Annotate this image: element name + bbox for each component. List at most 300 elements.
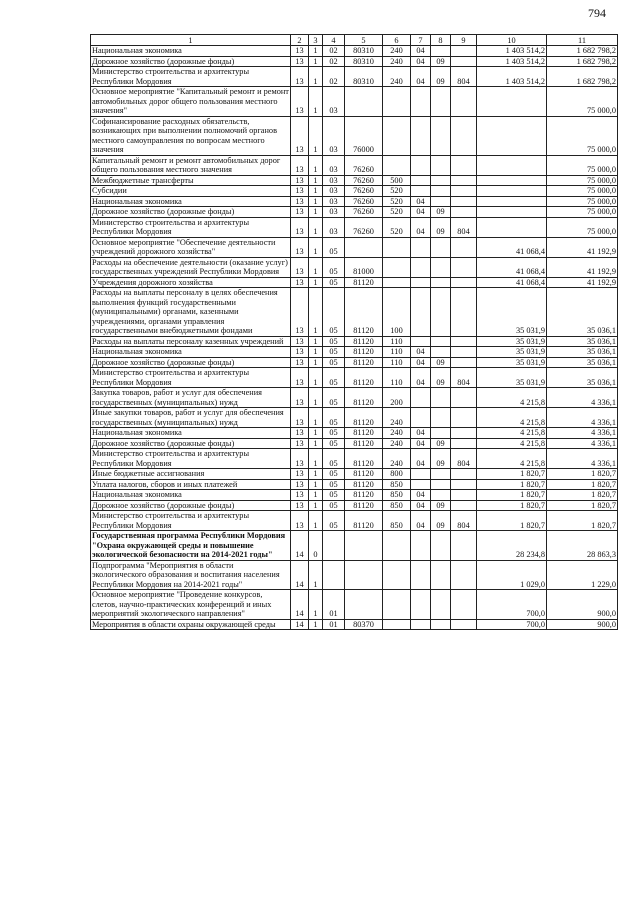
col5-cell: 81120 bbox=[345, 479, 383, 490]
column-header: 9 bbox=[451, 35, 477, 46]
col2-cell: 13 bbox=[291, 277, 309, 288]
col8-cell: 09 bbox=[431, 357, 451, 368]
col4-cell: 05 bbox=[323, 479, 345, 490]
col8-cell bbox=[431, 590, 451, 620]
col7-cell bbox=[411, 469, 431, 480]
col5-cell: 76260 bbox=[345, 196, 383, 207]
col2-cell: 13 bbox=[291, 438, 309, 449]
col4-cell: 05 bbox=[323, 500, 345, 511]
col9-cell bbox=[451, 237, 477, 257]
col10-amount-cell: 35 031,9 bbox=[477, 347, 547, 358]
col2-cell: 13 bbox=[291, 511, 309, 531]
col11-amount-cell: 900,0 bbox=[547, 590, 618, 620]
row-name-cell: Иные закупки товаров, работ и услуг для обеспечения государственных (муниципальных) нужд bbox=[91, 408, 291, 428]
row-name-cell: Закупка товаров, работ и услуг для обеспечения государственных (муниципальных) нужд bbox=[91, 388, 291, 408]
col6-cell: 240 bbox=[383, 428, 411, 439]
col9-cell bbox=[451, 288, 477, 337]
row-name-cell: Министерство строительства и архитектуры Республики Мордовия bbox=[91, 449, 291, 469]
col3-cell: 1 bbox=[309, 469, 323, 480]
col10-amount-cell bbox=[477, 155, 547, 175]
col9-cell bbox=[451, 560, 477, 590]
column-header: 4 bbox=[323, 35, 345, 46]
col6-cell: 850 bbox=[383, 511, 411, 531]
col10-amount-cell bbox=[477, 186, 547, 197]
col10-amount-cell bbox=[477, 217, 547, 237]
col4-cell bbox=[323, 560, 345, 590]
col6-cell: 240 bbox=[383, 438, 411, 449]
col6-cell: 520 bbox=[383, 217, 411, 237]
col7-cell bbox=[411, 336, 431, 347]
row-name-cell: Основное мероприятие "Проведение конкурсов, слетов, научно-практических конференций и иных мероприятий экологического направления" bbox=[91, 590, 291, 620]
col5-cell bbox=[345, 237, 383, 257]
col7-cell: 04 bbox=[411, 196, 431, 207]
col3-cell: 1 bbox=[309, 479, 323, 490]
table-row bbox=[91, 217, 618, 237]
col2-cell: 13 bbox=[291, 56, 309, 67]
col7-cell bbox=[411, 277, 431, 288]
col3-cell: 1 bbox=[309, 560, 323, 590]
col5-cell bbox=[345, 87, 383, 117]
table-row bbox=[91, 288, 618, 337]
col9-cell: 804 bbox=[451, 67, 477, 87]
col2-cell: 13 bbox=[291, 87, 309, 117]
col4-cell: 03 bbox=[323, 116, 345, 155]
col10-amount-cell: 41 068,4 bbox=[477, 257, 547, 277]
col8-cell: 09 bbox=[431, 500, 451, 511]
col11-amount-cell: 75 000,0 bbox=[547, 175, 618, 186]
col5-cell: 80310 bbox=[345, 46, 383, 57]
col9-cell bbox=[451, 408, 477, 428]
row-name-cell: Мероприятия в области охраны окружающей среды bbox=[91, 619, 291, 630]
col11-amount-cell: 4 336,1 bbox=[547, 438, 618, 449]
col4-cell: 03 bbox=[323, 87, 345, 117]
col11-amount-cell: 75 000,0 bbox=[547, 196, 618, 207]
col3-cell: 1 bbox=[309, 257, 323, 277]
col11-amount-cell: 35 036,1 bbox=[547, 288, 618, 337]
col10-amount-cell: 35 031,9 bbox=[477, 368, 547, 388]
col5-cell: 81120 bbox=[345, 490, 383, 501]
col11-amount-cell: 1 820,7 bbox=[547, 500, 618, 511]
col4-cell: 05 bbox=[323, 257, 345, 277]
col2-cell: 13 bbox=[291, 186, 309, 197]
table-row bbox=[91, 490, 618, 501]
col7-cell: 04 bbox=[411, 357, 431, 368]
row-name-cell: Уплата налогов, сборов и иных платежей bbox=[91, 479, 291, 490]
col11-amount-cell: 75 000,0 bbox=[547, 87, 618, 117]
col2-cell: 13 bbox=[291, 175, 309, 186]
col10-amount-cell: 1 403 514,2 bbox=[477, 56, 547, 67]
col8-cell bbox=[431, 408, 451, 428]
col5-cell: 81120 bbox=[345, 288, 383, 337]
table-row bbox=[91, 175, 618, 186]
col10-amount-cell: 41 068,4 bbox=[477, 237, 547, 257]
col11-amount-cell: 75 000,0 bbox=[547, 186, 618, 197]
col9-cell bbox=[451, 388, 477, 408]
col11-amount-cell: 1 682 798,2 bbox=[547, 46, 618, 57]
col3-cell: 1 bbox=[309, 288, 323, 337]
col8-cell bbox=[431, 388, 451, 408]
col11-amount-cell: 35 036,1 bbox=[547, 368, 618, 388]
col6-cell: 100 bbox=[383, 288, 411, 337]
row-name-cell: Расходы на выплаты персоналу в целях обеспечения выполнения функций государственными (муниципальными) органами, казенными учреждениями, органами управления государственными внебюджетными фондами bbox=[91, 288, 291, 337]
col10-amount-cell: 700,0 bbox=[477, 590, 547, 620]
col5-cell: 81120 bbox=[345, 357, 383, 368]
row-name-cell: Подпрограмма "Мероприятия в области экологического образования и воспитания населения Республики Мордовия на 2014-2021 годы" bbox=[91, 560, 291, 590]
col8-cell: 09 bbox=[431, 217, 451, 237]
col8-cell: 09 bbox=[431, 438, 451, 449]
col7-cell bbox=[411, 479, 431, 490]
col11-amount-cell: 4 336,1 bbox=[547, 428, 618, 439]
col8-cell bbox=[431, 288, 451, 337]
col7-cell bbox=[411, 408, 431, 428]
col3-cell: 1 bbox=[309, 175, 323, 186]
col11-amount-cell: 75 000,0 bbox=[547, 217, 618, 237]
col10-amount-cell: 35 031,9 bbox=[477, 336, 547, 347]
table-row bbox=[91, 87, 618, 117]
table-row bbox=[91, 388, 618, 408]
col7-cell bbox=[411, 237, 431, 257]
col3-cell: 1 bbox=[309, 619, 323, 630]
col2-cell: 13 bbox=[291, 368, 309, 388]
col9-cell: 804 bbox=[451, 217, 477, 237]
col7-cell bbox=[411, 186, 431, 197]
col3-cell: 1 bbox=[309, 46, 323, 57]
col2-cell: 14 bbox=[291, 531, 309, 561]
col2-cell: 13 bbox=[291, 207, 309, 218]
col4-cell: 01 bbox=[323, 619, 345, 630]
col7-cell bbox=[411, 175, 431, 186]
col5-cell: 81120 bbox=[345, 449, 383, 469]
col2-cell: 14 bbox=[291, 560, 309, 590]
col6-cell: 240 bbox=[383, 408, 411, 428]
col8-cell bbox=[431, 46, 451, 57]
col8-cell bbox=[431, 336, 451, 347]
col3-cell: 1 bbox=[309, 196, 323, 207]
col6-cell: 200 bbox=[383, 388, 411, 408]
column-header: 8 bbox=[431, 35, 451, 46]
col4-cell: 05 bbox=[323, 449, 345, 469]
col8-cell bbox=[431, 479, 451, 490]
col3-cell: 1 bbox=[309, 357, 323, 368]
col9-cell bbox=[451, 469, 477, 480]
col10-amount-cell: 4 215,8 bbox=[477, 408, 547, 428]
table-row bbox=[91, 428, 618, 439]
col6-cell: 850 bbox=[383, 490, 411, 501]
col6-cell bbox=[383, 619, 411, 630]
col2-cell: 13 bbox=[291, 357, 309, 368]
row-name-cell: Дорожное хозяйство (дорожные фонды) bbox=[91, 56, 291, 67]
table-row bbox=[91, 46, 618, 57]
col3-cell: 1 bbox=[309, 67, 323, 87]
table-row bbox=[91, 511, 618, 531]
col9-cell bbox=[451, 357, 477, 368]
column-header: 2 bbox=[291, 35, 309, 46]
col10-amount-cell: 1 820,7 bbox=[477, 490, 547, 501]
col10-amount-cell bbox=[477, 207, 547, 218]
col4-cell: 03 bbox=[323, 175, 345, 186]
col6-cell bbox=[383, 560, 411, 590]
col7-cell bbox=[411, 155, 431, 175]
col4-cell: 03 bbox=[323, 186, 345, 197]
row-name-cell: Национальная экономика bbox=[91, 196, 291, 207]
col10-amount-cell: 28 234,8 bbox=[477, 531, 547, 561]
col11-amount-cell: 41 192,9 bbox=[547, 237, 618, 257]
col3-cell: 1 bbox=[309, 56, 323, 67]
budget-table bbox=[90, 34, 618, 630]
table-row bbox=[91, 408, 618, 428]
col4-cell: 02 bbox=[323, 56, 345, 67]
col4-cell: 05 bbox=[323, 408, 345, 428]
row-name-cell: Национальная экономика bbox=[91, 46, 291, 57]
col2-cell: 13 bbox=[291, 479, 309, 490]
col9-cell bbox=[451, 207, 477, 218]
col9-cell bbox=[451, 116, 477, 155]
col4-cell: 01 bbox=[323, 590, 345, 620]
table-row bbox=[91, 560, 618, 590]
table-header-row bbox=[91, 35, 618, 46]
col9-cell bbox=[451, 336, 477, 347]
col9-cell bbox=[451, 479, 477, 490]
col6-cell bbox=[383, 237, 411, 257]
col6-cell: 240 bbox=[383, 46, 411, 57]
col2-cell: 13 bbox=[291, 67, 309, 87]
col10-amount-cell: 41 068,4 bbox=[477, 277, 547, 288]
col5-cell: 80310 bbox=[345, 67, 383, 87]
table-row bbox=[91, 531, 618, 561]
col5-cell: 81120 bbox=[345, 277, 383, 288]
col5-cell: 76000 bbox=[345, 116, 383, 155]
col4-cell: 05 bbox=[323, 388, 345, 408]
col2-cell: 13 bbox=[291, 116, 309, 155]
col4-cell: 05 bbox=[323, 347, 345, 358]
row-name-cell: Министерство строительства и архитектуры Республики Мордовия bbox=[91, 368, 291, 388]
col10-amount-cell: 4 215,8 bbox=[477, 388, 547, 408]
col10-amount-cell: 35 031,9 bbox=[477, 357, 547, 368]
col9-cell bbox=[451, 531, 477, 561]
col11-amount-cell: 41 192,9 bbox=[547, 257, 618, 277]
col5-cell bbox=[345, 590, 383, 620]
col6-cell: 520 bbox=[383, 186, 411, 197]
col5-cell: 81120 bbox=[345, 388, 383, 408]
page-number: 794 bbox=[588, 6, 606, 20]
col4-cell: 05 bbox=[323, 357, 345, 368]
col3-cell: 1 bbox=[309, 207, 323, 218]
row-name-cell: Министерство строительства и архитектуры Республики Мордовия bbox=[91, 67, 291, 87]
row-name-cell: Дорожное хозяйство (дорожные фонды) bbox=[91, 438, 291, 449]
table-row bbox=[91, 116, 618, 155]
col8-cell bbox=[431, 531, 451, 561]
col4-cell: 05 bbox=[323, 511, 345, 531]
col7-cell: 04 bbox=[411, 368, 431, 388]
col11-amount-cell: 1 820,7 bbox=[547, 511, 618, 531]
col5-cell: 76260 bbox=[345, 186, 383, 197]
row-name-cell: Межбюджетные трансферты bbox=[91, 175, 291, 186]
column-header: 3 bbox=[309, 35, 323, 46]
col8-cell bbox=[431, 428, 451, 439]
table-row bbox=[91, 368, 618, 388]
col4-cell: 02 bbox=[323, 67, 345, 87]
col4-cell: 05 bbox=[323, 288, 345, 337]
table-row bbox=[91, 619, 618, 630]
col6-cell: 110 bbox=[383, 336, 411, 347]
col6-cell bbox=[383, 531, 411, 561]
col7-cell bbox=[411, 560, 431, 590]
col8-cell bbox=[431, 116, 451, 155]
col4-cell: 03 bbox=[323, 207, 345, 218]
col7-cell bbox=[411, 388, 431, 408]
col9-cell: 804 bbox=[451, 368, 477, 388]
col11-amount-cell: 75 000,0 bbox=[547, 116, 618, 155]
col8-cell bbox=[431, 87, 451, 117]
col10-amount-cell: 1 820,7 bbox=[477, 479, 547, 490]
col3-cell: 1 bbox=[309, 155, 323, 175]
row-name-cell: Национальная экономика bbox=[91, 490, 291, 501]
col11-amount-cell: 4 336,1 bbox=[547, 388, 618, 408]
col5-cell: 76260 bbox=[345, 217, 383, 237]
row-name-cell: Государственная программа Республики Мордовия "Охрана окружающей среды и повышение экологической безопасности на 2014-2021 годы" bbox=[91, 531, 291, 561]
col7-cell: 04 bbox=[411, 511, 431, 531]
col8-cell bbox=[431, 560, 451, 590]
col4-cell: 03 bbox=[323, 217, 345, 237]
col7-cell bbox=[411, 590, 431, 620]
col8-cell bbox=[431, 196, 451, 207]
col4-cell: 05 bbox=[323, 368, 345, 388]
col7-cell: 04 bbox=[411, 67, 431, 87]
col2-cell: 14 bbox=[291, 619, 309, 630]
col5-cell: 80370 bbox=[345, 619, 383, 630]
col8-cell bbox=[431, 257, 451, 277]
col8-cell: 09 bbox=[431, 207, 451, 218]
col9-cell bbox=[451, 500, 477, 511]
col3-cell: 1 bbox=[309, 388, 323, 408]
col4-cell: 03 bbox=[323, 196, 345, 207]
col4-cell: 03 bbox=[323, 155, 345, 175]
table-row bbox=[91, 357, 618, 368]
col11-amount-cell: 75 000,0 bbox=[547, 207, 618, 218]
table-row bbox=[91, 469, 618, 480]
col8-cell bbox=[431, 469, 451, 480]
col8-cell bbox=[431, 175, 451, 186]
col9-cell bbox=[451, 619, 477, 630]
col9-cell: 804 bbox=[451, 449, 477, 469]
col9-cell bbox=[451, 347, 477, 358]
col6-cell: 240 bbox=[383, 449, 411, 469]
col2-cell: 13 bbox=[291, 217, 309, 237]
row-name-cell: Национальная экономика bbox=[91, 347, 291, 358]
col5-cell: 76260 bbox=[345, 155, 383, 175]
table-row bbox=[91, 207, 618, 218]
col6-cell bbox=[383, 116, 411, 155]
table-row bbox=[91, 155, 618, 175]
col9-cell bbox=[451, 56, 477, 67]
col6-cell: 520 bbox=[383, 196, 411, 207]
col7-cell bbox=[411, 257, 431, 277]
col4-cell: 05 bbox=[323, 336, 345, 347]
col11-amount-cell: 4 336,1 bbox=[547, 408, 618, 428]
col2-cell: 13 bbox=[291, 237, 309, 257]
col11-amount-cell: 28 863,3 bbox=[547, 531, 618, 561]
col5-cell bbox=[345, 531, 383, 561]
col2-cell: 13 bbox=[291, 500, 309, 511]
col11-amount-cell: 1 682 798,2 bbox=[547, 56, 618, 67]
col3-cell: 1 bbox=[309, 449, 323, 469]
col4-cell bbox=[323, 531, 345, 561]
col5-cell: 81120 bbox=[345, 408, 383, 428]
col6-cell: 240 bbox=[383, 56, 411, 67]
col6-cell bbox=[383, 257, 411, 277]
col4-cell: 05 bbox=[323, 277, 345, 288]
col3-cell: 1 bbox=[309, 87, 323, 117]
col5-cell bbox=[345, 560, 383, 590]
col6-cell: 110 bbox=[383, 347, 411, 358]
table-row bbox=[91, 449, 618, 469]
row-name-cell: Дорожное хозяйство (дорожные фонды) bbox=[91, 500, 291, 511]
col6-cell bbox=[383, 590, 411, 620]
col6-cell: 500 bbox=[383, 175, 411, 186]
col7-cell: 04 bbox=[411, 207, 431, 218]
col6-cell: 850 bbox=[383, 500, 411, 511]
col4-cell: 05 bbox=[323, 438, 345, 449]
col3-cell: 1 bbox=[309, 490, 323, 501]
row-name-cell: Основное мероприятие "Обеспечение деятельности учреждений дорожного хозяйства" bbox=[91, 237, 291, 257]
col2-cell: 13 bbox=[291, 336, 309, 347]
col7-cell bbox=[411, 288, 431, 337]
col5-cell: 81120 bbox=[345, 428, 383, 439]
col3-cell: 1 bbox=[309, 347, 323, 358]
row-name-cell: Министерство строительства и архитектуры Республики Мордовия bbox=[91, 217, 291, 237]
table-row bbox=[91, 336, 618, 347]
col8-cell bbox=[431, 237, 451, 257]
col6-cell: 240 bbox=[383, 67, 411, 87]
col8-cell bbox=[431, 277, 451, 288]
column-header: 10 bbox=[477, 35, 547, 46]
col11-amount-cell: 35 036,1 bbox=[547, 336, 618, 347]
col2-cell: 14 bbox=[291, 590, 309, 620]
col5-cell: 81120 bbox=[345, 438, 383, 449]
row-name-cell: Расходы на выплаты персоналу казенных учреждений bbox=[91, 336, 291, 347]
col10-amount-cell bbox=[477, 196, 547, 207]
col3-cell: 1 bbox=[309, 277, 323, 288]
col4-cell: 02 bbox=[323, 46, 345, 57]
table-row bbox=[91, 257, 618, 277]
col2-cell: 13 bbox=[291, 469, 309, 480]
row-name-cell: Министерство строительства и архитектуры Республики Мордовия bbox=[91, 511, 291, 531]
col5-cell: 81120 bbox=[345, 511, 383, 531]
row-name-cell: Дорожное хозяйство (дорожные фонды) bbox=[91, 357, 291, 368]
col11-amount-cell: 4 336,1 bbox=[547, 449, 618, 469]
table-row bbox=[91, 277, 618, 288]
col6-cell: 520 bbox=[383, 207, 411, 218]
col2-cell: 13 bbox=[291, 46, 309, 57]
col2-cell: 13 bbox=[291, 347, 309, 358]
col10-amount-cell: 35 031,9 bbox=[477, 288, 547, 337]
col11-amount-cell: 75 000,0 bbox=[547, 155, 618, 175]
col8-cell: 09 bbox=[431, 511, 451, 531]
table-row bbox=[91, 196, 618, 207]
col3-cell: 1 bbox=[309, 408, 323, 428]
row-name-cell: Капитальный ремонт и ремонт автомобильных дорог общего пользования местного значения bbox=[91, 155, 291, 175]
col8-cell bbox=[431, 619, 451, 630]
col7-cell: 04 bbox=[411, 500, 431, 511]
col9-cell bbox=[451, 438, 477, 449]
col10-amount-cell: 4 215,8 bbox=[477, 449, 547, 469]
column-header: 11 bbox=[547, 35, 618, 46]
col9-cell bbox=[451, 155, 477, 175]
col2-cell: 13 bbox=[291, 490, 309, 501]
col10-amount-cell: 700,0 bbox=[477, 619, 547, 630]
col9-cell: 804 bbox=[451, 511, 477, 531]
col6-cell: 850 bbox=[383, 479, 411, 490]
